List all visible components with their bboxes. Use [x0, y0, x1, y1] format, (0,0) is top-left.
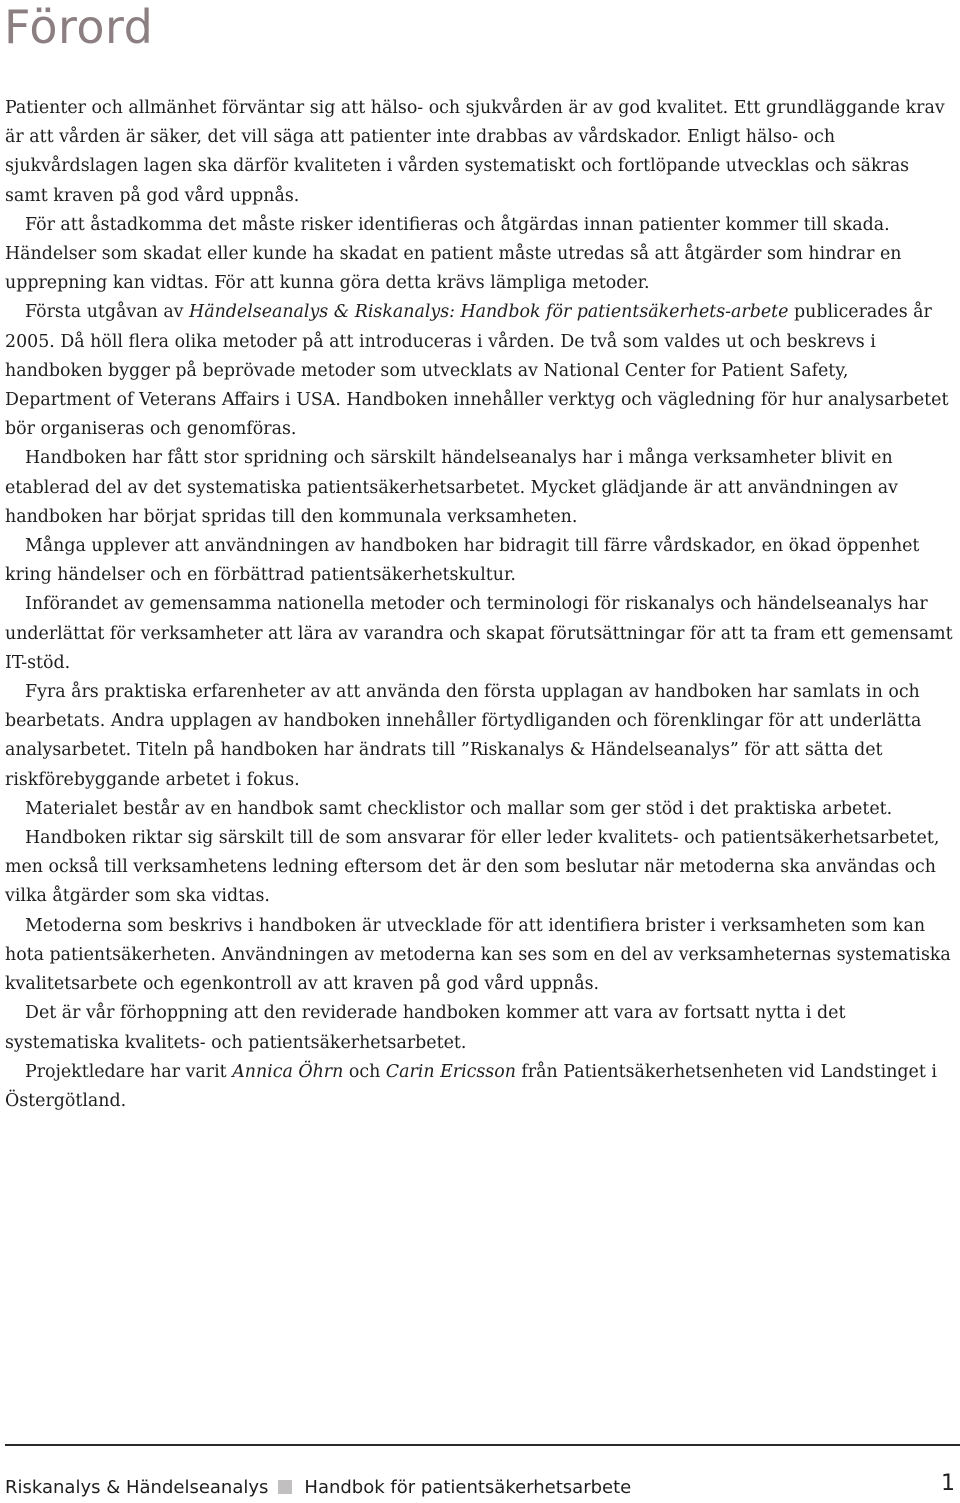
footer-rule [5, 1444, 960, 1446]
body-text [5, 94, 955, 1116]
text-run: Det är vår förhoppning att den reviderade handboken kommer att vara av fortsatt nytta i det systematiska kvalitets- och patientsäkerhetsarbetet. [5, 1003, 846, 1053]
paragraph [5, 590, 955, 678]
page-title: Förord [4, 0, 154, 54]
paragraph [5, 532, 955, 590]
paragraph [5, 824, 955, 912]
paragraph [5, 211, 955, 299]
paragraph [5, 912, 955, 1000]
text-run: Många upplever att användningen av handboken har bidragit till färre vårdskador, en ökad öppenhet kring händelser och en förbättrad patientsäkerhetskultur. [5, 536, 920, 586]
paragraph [5, 678, 955, 795]
text-run: från Patientsäkerhetsenheten vid Landstinget i Östergötland. [5, 1061, 937, 1111]
paragraph [5, 999, 955, 1057]
text-run: och [343, 1061, 386, 1082]
footer-book-title: Riskanalys & Händelseanalys [5, 1477, 269, 1498]
italic-text-run: Carin Ericsson [385, 1061, 516, 1082]
text-run: Första utgåvan av [25, 302, 190, 323]
text-run: Handboken har fått stor spridning och särskilt händelseanalys har i många verksamheter blivit en etablerad del av det systematiska patientsäkerhetsarbetet. Mycket glädjande är att användningen av handboken har börjat spridas till den kommunala verksamheten. [5, 448, 898, 527]
footer-subtitle: Handbok för patientsäkerhetsarbete [304, 1477, 632, 1498]
paragraph [5, 1058, 955, 1116]
text-run: Metoderna som beskrivs i handboken är utvecklade för att identifiera brister i verksamheten som kan hota patientsäkerheten. Användningen av metoderna kan ses som en del av verksamheternas systematiska kvalitetsarbete och egenkontroll av att kraven på god vård uppnås. [5, 915, 951, 995]
italic-text-run: Händelseanalys & Riskanalys: Handbok för patientsäkerhets-arbete [189, 302, 789, 323]
paragraph [5, 298, 955, 444]
text-run: publicerades år 2005. Då höll flera olika metoder på att introduceras i vården. De två som valdes ut och beskrevs i handboken bygger på beprövade metoder som utvecklats av National Center for Patient Safety, Department of Veterans Affairs i USA. Handboken innehåller verktyg och vägledning för hur analysarbetet bör organiseras och genomföras. [5, 302, 949, 440]
text-run: Handboken riktar sig särskilt till de som ansvarar för eller leder kvalitets- och patientsäkerhetsarbetet, men också till verksamhetens ledning eftersom det är den som beslutar när metoderna ska användas och vilka åtgärder som ska vidtas. [5, 828, 940, 907]
text-run: Projektledare har varit [25, 1061, 233, 1082]
footer-separator-square [278, 1480, 292, 1494]
text-run: Fyra års praktiska erfarenheter av att använda den första upplagan av handboken har samlats in och bearbetats. Andra upplagen av handboken innehåller förtydliganden och förenklingar för att underlätta analysarbetet. Titeln på handboken har ändrats till ”Riskanalys & Händelseanalys” för att sätta det riskförebyggande arbetet i fokus. [5, 682, 922, 790]
page-number: 1 [941, 1471, 955, 1496]
italic-text-run: Annica Öhrn [232, 1061, 344, 1082]
paragraph [5, 795, 955, 824]
text-run: Införandet av gemensamma nationella metoder och terminologi för riskanalys och händelseanalys har underlättat för verksamheter att lära av varandra och skapat förutsättningar för att ta fram ett gemensamt IT-stöd. [5, 594, 953, 673]
text-run: För att åstadkomma det måste risker identifieras och åtgärdas innan patienter kommer till skada. Händelser som skadat eller kunde ha skadat en patient måste utredas så att åtgärder som hindrar en upprepning kan vidtas. För att kunna göra detta krävs lämpliga metoder. [5, 214, 902, 294]
paragraph [5, 444, 955, 532]
page-footer [5, 1471, 955, 1502]
text-run: Materialet består av en handbok samt checklistor och mallar som ger stöd i det praktiska arbetet. [25, 798, 893, 819]
text-run: Patienter och allmänhet förväntar sig att hälso- och sjukvården är av god kvalitet. Ett grundläggande krav är att vården är säker, det vill säga att patienter inte drabbas av vårdskador. Enligt hälso- och sjukvårdslagen lagen ska därför kvaliteten i vården systematiskt och fortlöpande utvecklas och säkras samt kraven på god vård uppnås. [5, 98, 945, 206]
paragraph [5, 94, 955, 211]
